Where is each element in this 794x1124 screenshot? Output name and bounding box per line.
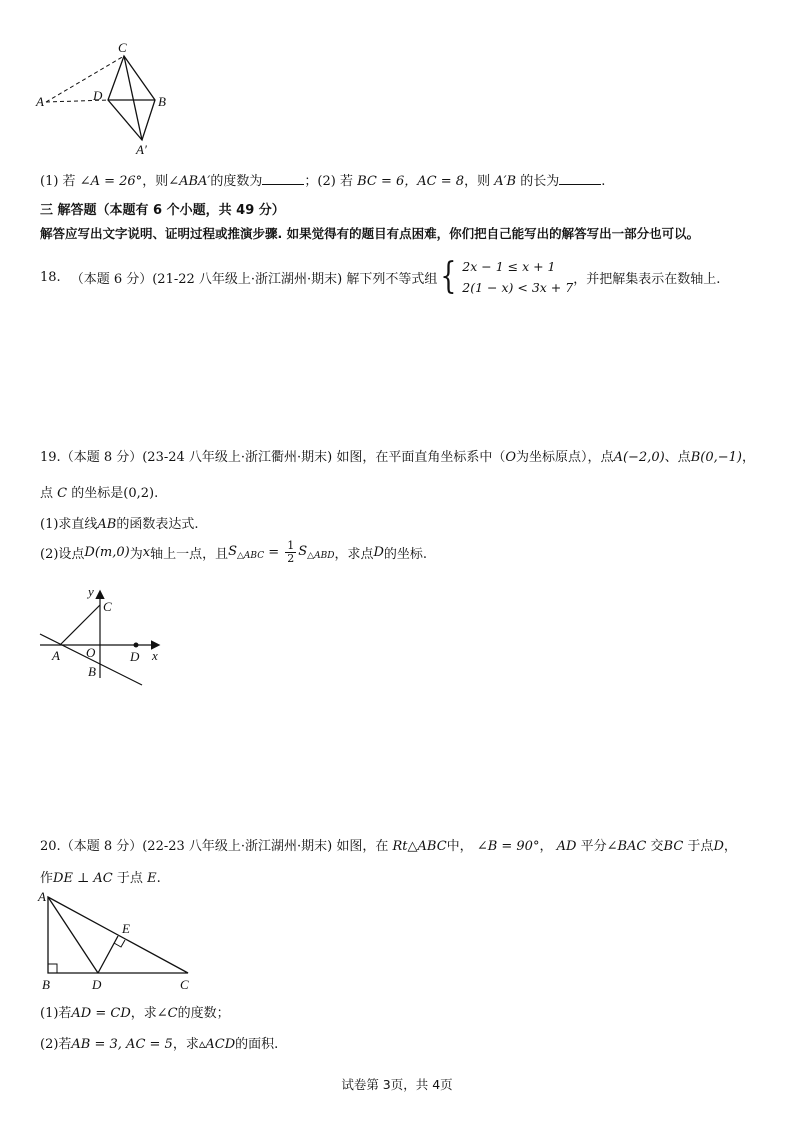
q20-part2-suffix: 的面积.	[235, 1037, 279, 1052]
q17-label-D: D	[93, 88, 103, 103]
q20-part1-mid: ，求	[130, 1006, 157, 1021]
q19-sep: 、点	[664, 450, 691, 465]
q19-fraction-num: 1	[287, 539, 295, 552]
q20-label-A: A	[38, 889, 46, 904]
q17-part2-condition: BC = 6，AC = 8	[357, 174, 465, 189]
q20-part2-cond: AB = 3, AC = 5	[71, 1037, 173, 1052]
q20-line2-prefix: 作	[40, 871, 54, 886]
q17-sep: ；	[304, 174, 318, 189]
q19-line2-suffix: 的坐标是(0,2).	[71, 486, 159, 501]
q19-part2-suffix: ，求点	[334, 547, 374, 562]
q17-part2-suffix: 的长为	[520, 174, 560, 189]
q20-label-B: B	[42, 977, 50, 992]
q17-answer-blank-1[interactable]	[262, 172, 304, 185]
q18-inequality-1: 2x − 1 ≤ x + 1	[462, 259, 556, 274]
q20-triangle: Rt△ABC	[392, 839, 447, 854]
q19-label-y: y	[88, 584, 94, 599]
q20-comma: ，	[723, 839, 737, 854]
q19-part2-x: x	[142, 545, 151, 560]
q20-part2-target: ▵ACD	[198, 1037, 236, 1052]
page-footer: 试卷第 3页，共 4页	[341, 1077, 453, 1092]
q19-area-2-sub: △ABD	[307, 551, 335, 561]
q19-label-C: C	[103, 599, 112, 614]
q20-label-E: E	[122, 921, 130, 936]
q17-dashed-AC	[46, 56, 124, 102]
q19-origin: O	[505, 450, 517, 465]
q19-fraction-den: 2	[287, 552, 295, 565]
section3-note: 解答应写出文字说明、证明过程或推演步骤. 如果觉得有的题目有点困难，你们把自己能写出的解答写出一部分也可以。	[40, 226, 700, 241]
q20-segment-AD	[48, 897, 98, 973]
q19-area-2	[298, 544, 334, 561]
q19-equals: =	[264, 545, 284, 560]
q20-line2-mid: 于点	[116, 871, 143, 886]
q19-point-B: B(0,−1)	[690, 450, 742, 465]
q19-half-fraction	[285, 540, 296, 565]
q19-label-x: x	[152, 648, 158, 663]
q19-part1	[40, 513, 199, 532]
q18-number: 18.	[40, 269, 61, 285]
q17-part1-prefix: (1) 若	[40, 174, 76, 189]
q20-AD: AD	[556, 839, 577, 854]
q19-part1-AB: AB	[97, 517, 117, 532]
q20-right-angle-B	[48, 964, 57, 973]
q17-label-A: A	[36, 94, 44, 109]
q20-angle-BAC: ∠BAC	[606, 839, 647, 854]
q19-part2-D: D(m,0)	[84, 545, 130, 560]
q20-line2	[40, 867, 161, 886]
q20-part1-cond: AD = CD	[71, 1006, 131, 1021]
q19-point-A: A(−2,0)	[613, 450, 665, 465]
q19-part2-prefix: (2)设点	[40, 547, 85, 562]
q20-label-C: C	[180, 977, 189, 992]
q18-inequality-system	[437, 256, 573, 298]
q19-line1	[40, 446, 755, 465]
q17-part2-mid: ，则	[464, 174, 491, 189]
q19-area-2-S: S	[298, 544, 308, 559]
q20-mid4: 交	[650, 839, 664, 854]
q20-part1-prefix: (1)若	[40, 1006, 72, 1021]
q20-triangle-ABC	[48, 897, 188, 973]
q17-kite	[108, 56, 155, 140]
q17-part1-condition: ∠A = 26°	[79, 174, 143, 189]
q19-part1-prefix: (1)求直线	[40, 517, 98, 532]
q20-part1-suffix: 的度数；	[177, 1006, 230, 1021]
q17-question-line	[40, 170, 605, 189]
q20-line2-end: .	[156, 871, 161, 886]
q19-area-1-sub: △ABC	[237, 551, 265, 561]
q19-part2-end: 的坐标.	[383, 547, 428, 562]
q19-line-AC	[60, 605, 100, 645]
q20-mid5: 于点	[687, 839, 714, 854]
q17-label-B: B	[158, 94, 166, 109]
q17-part1-mid: ，则	[142, 174, 169, 189]
q17-label-C: C	[118, 40, 127, 55]
section3-title: 三 解答题（本题有 6 个小题，共 49 分）	[40, 203, 285, 218]
q19-part2	[40, 540, 427, 565]
q19-label-O: O	[86, 645, 96, 660]
q20-meta: （本题 8 分）(22-23 八年级上·浙江湖州·期末) 如图，在	[60, 839, 389, 854]
q20-part1	[40, 1002, 230, 1021]
q17-part2-prefix: (2) 若	[317, 174, 353, 189]
q19-part2-D2: D	[373, 545, 384, 560]
q18-brace: {	[440, 256, 457, 297]
q20-part2-mid: ，求	[172, 1037, 199, 1052]
q19-label-D: D	[130, 649, 140, 664]
q20-angle-B: ∠B = 90°	[476, 839, 540, 854]
q20-part2	[40, 1033, 278, 1052]
q20-mid3: 平分	[580, 839, 607, 854]
q18-tail: ，并把解集表示在数轴上.	[573, 271, 721, 287]
q19-figure	[30, 580, 180, 690]
q19-line2-C: C	[57, 486, 68, 501]
q19-part1-suffix: 的函数表达式.	[116, 517, 199, 532]
q20-number: 20.	[40, 839, 61, 854]
q19-point-D-dot	[134, 643, 139, 648]
q17-figure	[30, 40, 180, 160]
q19-line2-prefix: 点	[40, 486, 54, 501]
q20-D: D	[713, 839, 724, 854]
q20-DE-perp-AC: DE ⊥ AC	[53, 871, 113, 886]
q20-segment-DE	[98, 936, 118, 973]
q20-part2-prefix: (2)若	[40, 1037, 72, 1052]
q18-question	[40, 256, 720, 298]
q18-inequality-2: 2(1 − x) < 3x + 7	[462, 280, 574, 295]
q19-number: 19.	[40, 450, 61, 465]
q20-line2-E: E	[147, 871, 157, 886]
q17-answer-blank-2[interactable]	[559, 172, 601, 185]
q19-part2-mid2: 轴上一点，且	[150, 547, 229, 562]
q19-part2-mid1: 为	[129, 547, 143, 562]
q19-origin-note: 为坐标原点），点	[516, 450, 614, 465]
q17-part1-suffix: 的度数为	[210, 174, 263, 189]
q20-part1-target: ∠C	[156, 1006, 178, 1021]
q20-line1	[40, 835, 737, 854]
q18-meta: （本题 6 分）(21-22 八年级上·浙江湖州·期末) 解下列不等式组	[70, 271, 438, 287]
q20-label-D: D	[92, 977, 102, 992]
q19-comma: ，	[741, 450, 755, 465]
q19-area-1-S: S	[228, 544, 237, 559]
q19-meta: （本题 8 分）(23-24 八年级上·浙江衢州·期末) 如图，在平面直角坐标系中（	[60, 450, 506, 465]
q20-mid2: ，	[539, 839, 553, 854]
q20-BC: BC	[663, 839, 684, 854]
q20-figure	[30, 885, 210, 995]
q19-label-A: A	[52, 648, 60, 663]
q19-label-B: B	[88, 664, 96, 679]
q17-part2-target: A′B	[494, 174, 517, 189]
q17-label-A-prime: A′	[136, 142, 147, 157]
q19-area-1	[228, 544, 264, 561]
q19-line2	[40, 482, 158, 501]
q17-end: .	[601, 174, 606, 189]
q20-mid1: 中，	[446, 839, 473, 854]
q17-part1-target: ∠ABA′	[168, 174, 211, 189]
